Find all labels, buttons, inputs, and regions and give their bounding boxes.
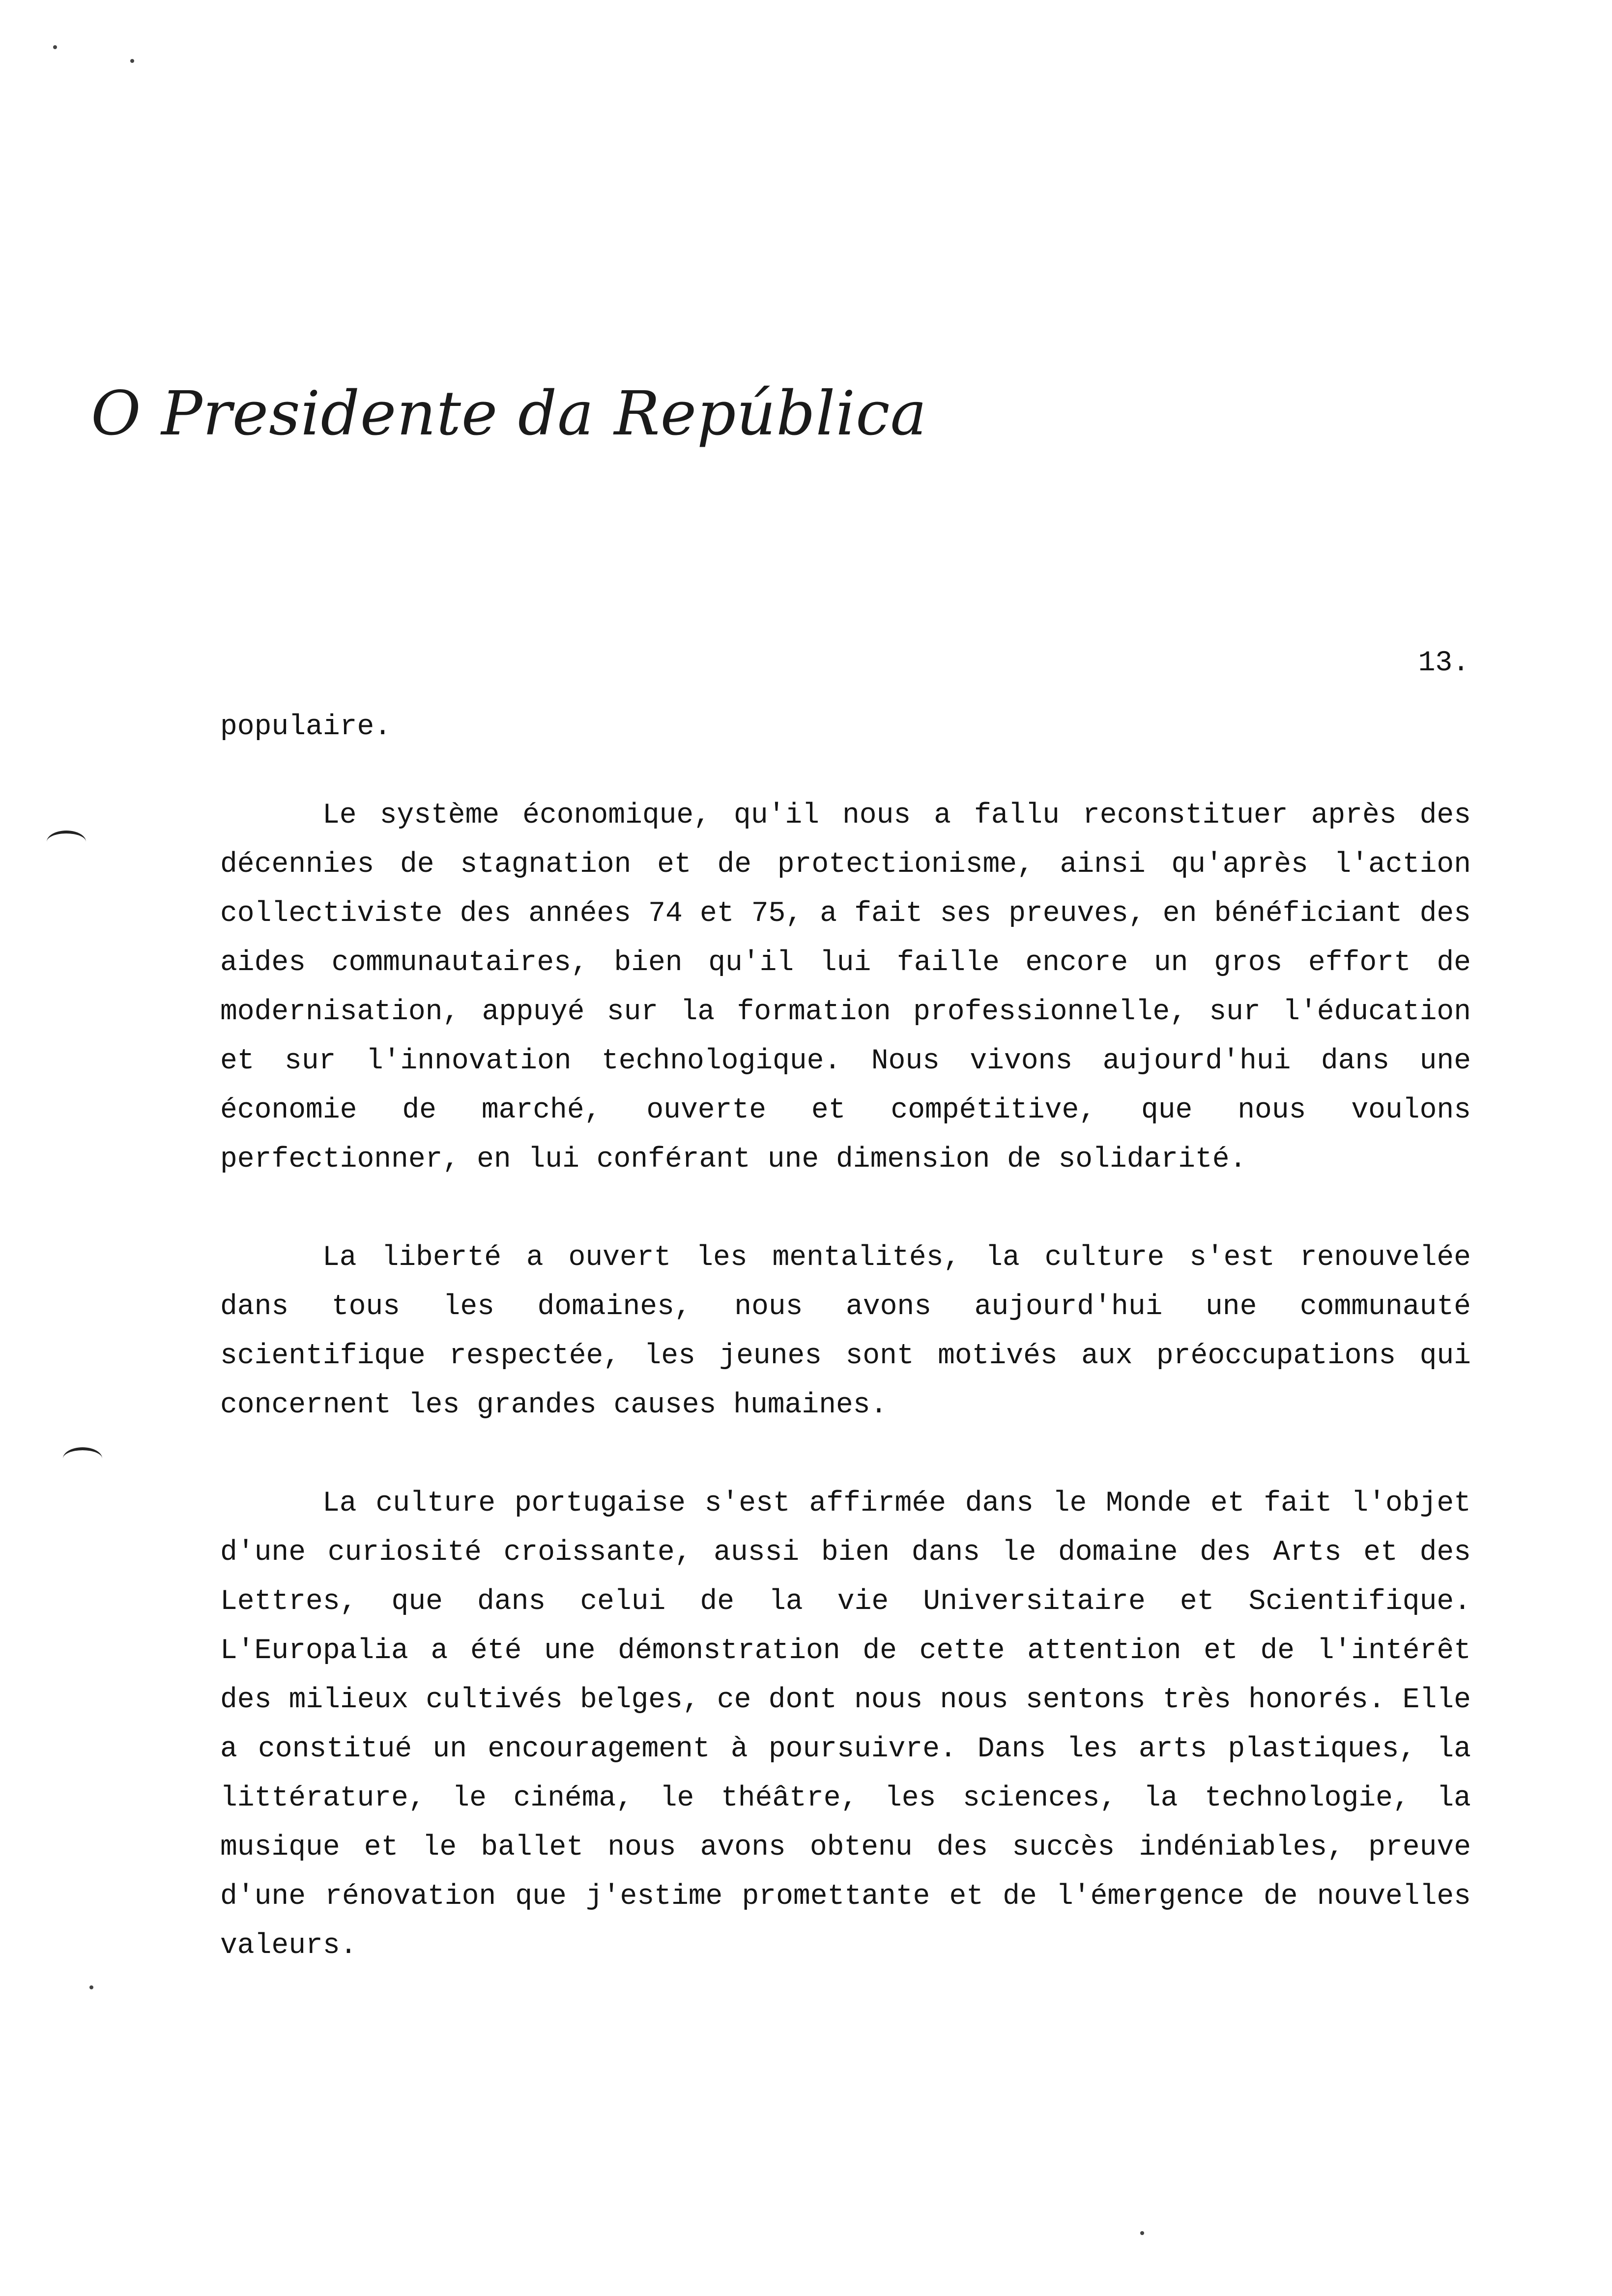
scan-speck xyxy=(89,1985,93,1989)
continuation-line: populaire. xyxy=(220,711,392,743)
paragraph-culture: La culture portugaise s'est affirmée dans le Monde et fait l'objet d'une curiosité croissante, aussi bien dans le domaine des Arts et des Lettres, que dans celui de la vie Universitaire et Scientifique. L'Europalia a été une démonstration de cette attention et de l'intérêt des milieux cultivés belges, ce dont nous nous sentons très honorés. Elle a constitué un encouragement à poursuivre. Dans les arts plastiques, la littérature, le cinéma, le théâtre, les sciences, la technologie, la musique et le ballet nous avons obtenu des succès indéniables, preuve d'une rénovation que j'estime promettante et de l'émergence de nouvelles valeurs. xyxy=(220,1488,1471,1962)
letterhead: O Presidente da República xyxy=(91,378,927,449)
margin-mark xyxy=(63,1447,102,1470)
paragraph-economy: Le système économique, qu'il nous a fallu reconstituer après des décennies de stagnation et de protectionisme, ainsi qu'après l'action collectiviste des années 74 et 75, a fait ses preuves, en bénéficiant des aides communautaires, bien qu'il lui faille encore un gros effort de modernisation, appuyé sur la formation professionnelle, sur l'éducation et sur l'innovation technologique. Nous vivons aujourd'hui dans une économie de marché, ouverte et compétitive, que nous voulons perfectionner, en lui conférant une dimension de solidarité. xyxy=(220,800,1471,1176)
scan-speck xyxy=(1140,2231,1144,2235)
scan-speck xyxy=(53,45,57,49)
page-number: 13. xyxy=(1418,647,1469,679)
paragraph-liberty: La liberté a ouvert les mentalités, la culture s'est renouvelée dans tous les domaines, nous avons aujourd'hui une communauté scientifique respectée, les jeunes sont motivés aux préoccupations qui concernent les grandes causes humaines. xyxy=(220,1242,1471,1421)
margin-mark xyxy=(47,831,86,853)
scan-speck xyxy=(130,59,134,63)
body-text xyxy=(220,703,1471,2020)
